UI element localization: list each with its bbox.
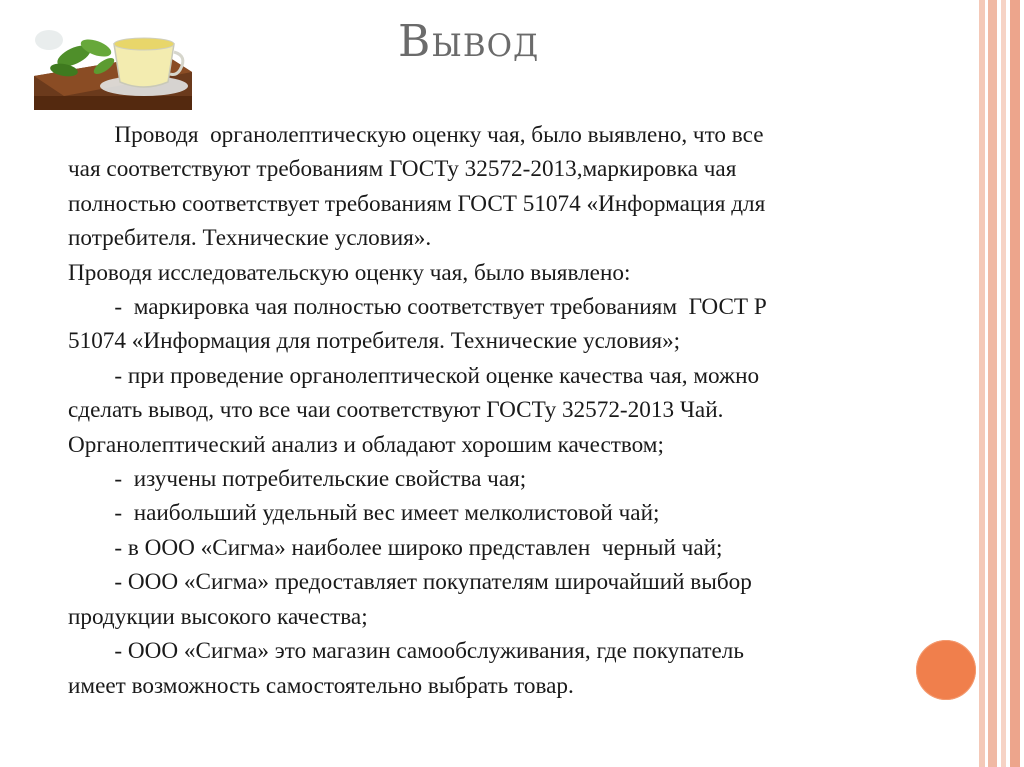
text-line: чая соответствуют требованиям ГОСТу 32572-2013,маркировка чая: [68, 156, 737, 183]
text-line: - при проведение органолептической оценке качества чая, можно: [68, 362, 760, 389]
text-line: Органолептический анализ и обладают хорошим качеством;: [68, 431, 664, 458]
decorative-circle: [916, 640, 976, 700]
text-line: - ООО «Сигма» это магазин самообслуживания, где покупатель: [68, 638, 744, 665]
text-line: 51074 «Информация для потребителя. Технические условия»;: [68, 328, 681, 355]
text-line: - изучены потребительские свойства чая;: [68, 466, 527, 493]
decorative-stripe: [979, 0, 985, 767]
text-line: полностью соответствует требованиям ГОСТ 51074 «Информация для: [68, 190, 766, 217]
text-line: Проводя исследовательскую оценку чая, было выявлено:: [68, 259, 631, 286]
text-line: продукции высокого качества;: [68, 603, 368, 630]
text-line: - ООО «Сигма» предоставляет покупателям широчайший выбор: [68, 569, 752, 596]
text-line: - наибольший удельный вес имеет мелколистовой чай;: [68, 500, 660, 527]
decorative-stripe: [1001, 0, 1006, 767]
conclusion-text: [68, 118, 948, 703]
text-line: - маркировка чая полностью соответствует требованиям ГОСТ Р: [68, 294, 767, 321]
text-line: сделать вывод, что все чаи соответствуют ГОСТу 32572-2013 Чай.: [68, 397, 724, 424]
page-title: Вывод: [398, 16, 540, 67]
decorative-stripe: [988, 0, 997, 767]
text-line: - в ООО «Сигма» наиболее широко представлен черный чай;: [68, 534, 723, 561]
tea-cup-icon: [34, 26, 192, 110]
text-line: потребителя. Технические условия».: [68, 225, 432, 252]
decorative-stripe: [1010, 0, 1020, 767]
text-line: Проводя органолептическую оценку чая, было выявлено, что все: [68, 122, 764, 148]
text-line: имеет возможность самостоятельно выбрать товар.: [68, 672, 574, 699]
